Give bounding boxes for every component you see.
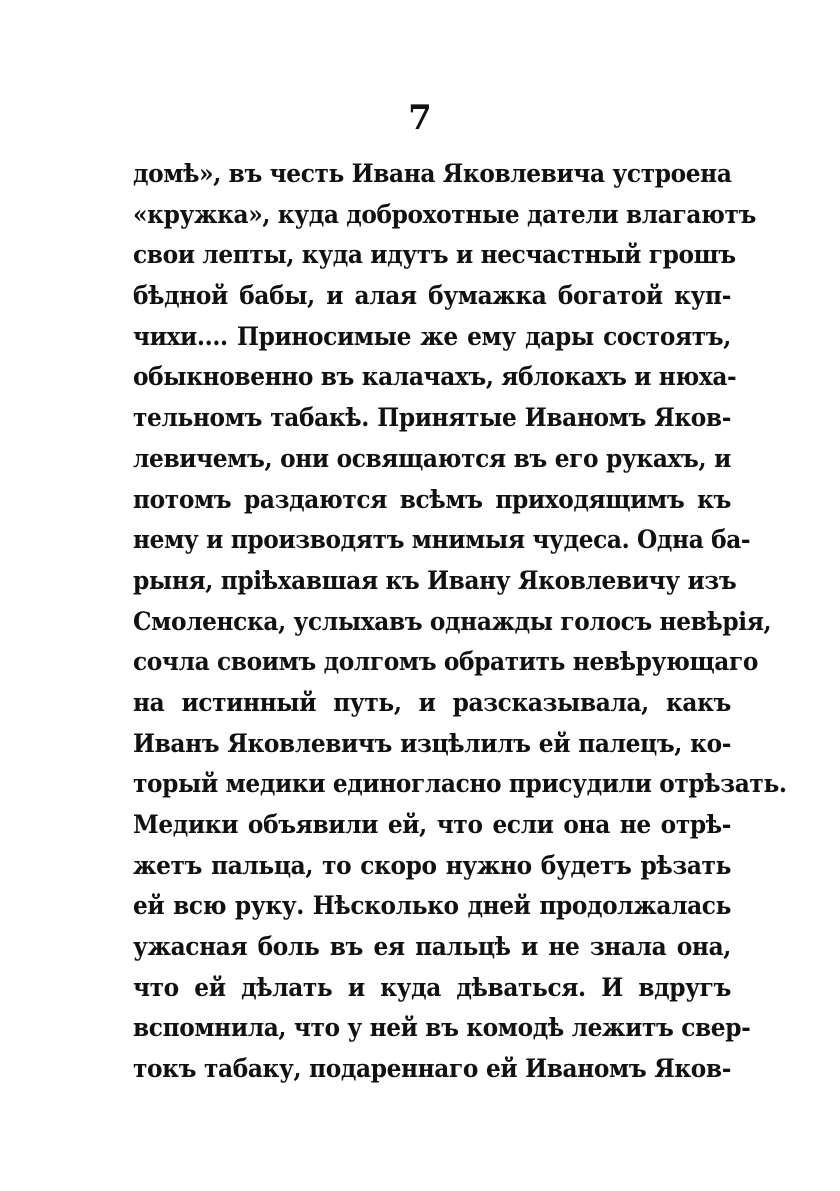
text-line: Иванъ Яковлевичъ изцѣлилъ ей палецъ, ко- [133,728,731,758]
text-line: домѣ», въ честь Ивана Яковлевича устроена [133,159,732,188]
text-line: бѣдной бабы, и алая бумажка богатой куп- [133,281,731,311]
text-line: потомъ раздаются всѣмъ приходящимъ къ [133,484,731,514]
text-line: свои лепты, куда идутъ и несчастный грошъ [133,240,736,270]
text-line: «кружка», куда доброхотные датели влагаютъ [133,199,756,229]
text-line: ужасная боль въ ея пальцѣ и не знала она, [133,932,731,962]
text-line: ей всю руку. Нѣсколько дней продолжалась [133,891,731,921]
text-line: токъ табаку, подареннаго ей Иваномъ Яков- [133,1054,731,1084]
text-line: нему и производятъ мнимыя чудеса. Одна ба- [133,525,751,555]
text-line: сочла своимъ долгомъ обратить невѣрующаго [133,647,758,677]
body-text [133,154,787,1090]
text-line: вспомнила, что у ней въ комодѣ лежитъ свер- [133,1013,751,1043]
text-line: Медики объявили ей, что если она не отрѣ- [133,810,731,839]
text-line: рыня, прiѣхавшая къ Ивану Яковлевичу изъ [133,565,737,595]
text-line: чихи.... Приносимые же ему дары состоятъ, [133,321,731,351]
text-line: что ей дѣлать и куда дѣваться. И вдругъ [133,972,731,1002]
text-line: тельномъ табакѣ. Принятые Иваномъ Яков- [133,403,731,433]
text-line: левичемъ, они освящаются въ его рукахъ, и [133,443,731,473]
text-line: Смоленска, услыхавъ однажды голосъ невѣрiя, [133,606,772,636]
text-line: торый медики единогласно присудили отрѣзать. [133,769,787,799]
text-line: на истинный путь, и разсказывала, какъ [133,687,731,717]
page-number: 7 [408,98,432,138]
text-line: обыкновенно въ калачахъ, яблокахъ и нюха- [133,362,737,392]
text-line: жетъ пальца, то скоро нужно будетъ рѣзать [133,850,731,880]
